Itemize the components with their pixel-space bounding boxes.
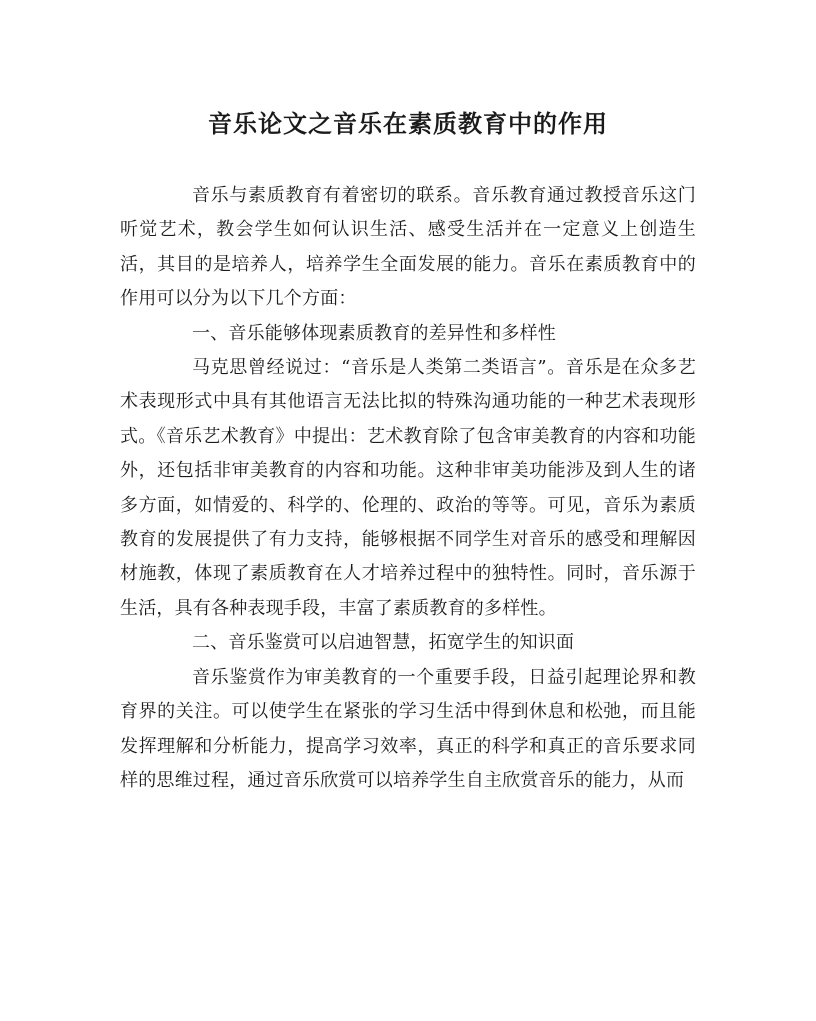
document-title: 音乐论文之音乐在素质教育中的作用 — [208, 109, 608, 138]
section-heading-1: 一、音乐能够体现素质教育的差异性和多样性 — [192, 322, 556, 344]
document-body — [120, 179, 696, 798]
section-heading-2: 二、音乐鉴赏可以启迪智慧，拓宽学生的知识面 — [192, 632, 575, 654]
paragraph-section-2: 音乐鉴赏作为审美教育的一个重要手段，日益引起理论界和教育界的关注。可以使学生在紧张的学习生活中得到休息和松弛，而且能发挥理解和分析能力，提高学习效率，真正的科学和真正的音乐要求同样的思维过程，通过音乐欣赏可以培养学生自主欣赏音乐的能力，从而 — [120, 666, 696, 791]
paragraph-section-1: 马克思曾经说过：“音乐是人类第二类语言”。音乐是在众多艺术表现形式中具有其他语言无法比拟的特殊沟通功能的一种艺术表现形式。《音乐艺术教育》中提出：艺术教育除了包含审美教育的内容和功能外，还包括非审美教育的内容和功能。这种非审美功能涉及到人生的诸多方面，如情爱的、科学的、伦理的、政治的等等。可见，音乐为素质教育的发展提供了有力支持，能够根据不同学生对音乐的感受和理解因材施教，体现了素质教育在人才培养过程中的独特性。同时，音乐源于生活，具有各种表现手段，丰富了素质教育的多样性。 — [120, 357, 696, 619]
paragraph-intro: 音乐与素质教育有着密切的联系。音乐教育通过教授音乐这门听觉艺术，教会学生如何认识生活、感受生活并在一定意义上创造生活，其目的是培养人，培养学生全面发展的能力。音乐在素质教育中的作用可以分为以下几个方面： — [120, 185, 696, 310]
